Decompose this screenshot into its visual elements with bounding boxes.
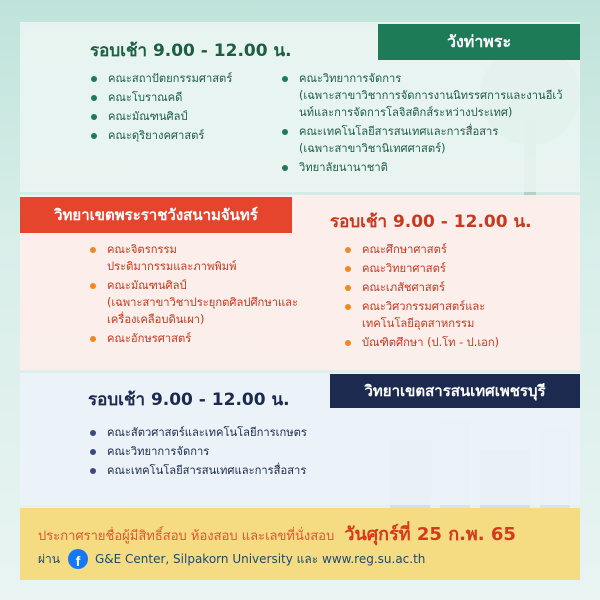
facebook-icon[interactable]: f [68,549,88,569]
announcement-date: วันศุกร์ที่ 25 ก.พ. 65 [344,524,516,545]
faculty-list [90,241,320,349]
campus-tag-wang-tha-phra: วังท่าพระ [378,24,580,60]
list-item: คณะศึกษาศาสตร์ [345,241,575,258]
announcement-label: ประกาศรายชื่อผู้มีสิทธิ์สอบ ห้องสอบ และเลขที่นั่งสอบ [38,529,335,544]
faculty-list [345,241,575,353]
faculty-list [90,424,390,481]
campus-tag-phetchaburi: วิทยาเขตสารสนเทศเพชรบุรี [330,374,580,408]
round-time-title: รอบเช้า 9.00 - 12.00 น. [88,390,290,410]
list-item: คณะมัณฑนศิลป์ [91,108,281,125]
list-item: บัณฑิตศึกษา (ป.โท - ป.เอก) [345,334,575,351]
list-item: คณะวิศวกรรมศาสตร์และ เทคโนโลยีอุตสาหกรรม [345,298,575,332]
list-item: วิทยาลัยนานาชาติ [282,159,577,176]
list-item: คณะสถาปัตยกรรมศาสตร์ [91,70,281,87]
list-item: คณะเภสัชศาสตร์ [345,279,575,296]
source-line [38,549,425,569]
list-item: คณะโบราณคดี [91,89,281,106]
list-item: คณะจิตรกรรม ประติมากรรมและภาพพิมพ์ [90,241,320,275]
list-item: คณะวิทยาศาสตร์ [345,260,575,277]
round-time-title: รอบเช้า 9.00 - 12.00 น. [90,41,292,61]
list-item: คณะเทคโนโลยีสารสนเทศและการสื่อสาร (เฉพาะสาขาวิชานิเทศศาสตร์) [282,123,577,157]
list-item: คณะวิทยาการจัดการ (เฉพาะสาขาวิชาการจัดการงานนิทรรศการและงานอีเว้นท์และการจัดการโลจิสติกส์ระหว่างประเทศ) [282,70,577,121]
via-label: ผ่าน [38,551,60,566]
list-item: คณะวิทยาการจัดการ [90,443,390,460]
via-sources[interactable]: G&E Center, Silpakorn University และ www.reg.su.ac.th [94,551,426,566]
faculty-list [91,70,281,146]
list-item: คณะมัณฑนศิลป์ (เฉพาะสาขาวิชาประยุกตศิลปศึกษาและเครื่องเคลือบดินเผา) [90,277,320,328]
list-item: คณะเทคโนโลยีสารสนเทศและการสื่อสาร [90,462,390,479]
round-time-title: รอบเช้า 9.00 - 12.00 น. [330,212,532,232]
campus-tag-sanam-chan: วิทยาเขตพระราชวังสนามจันทร์ [20,197,292,233]
announcement-text [38,519,516,548]
list-item: คณะอักษรศาสตร์ [90,330,320,347]
list-item: คณะดุริยางคศาสตร์ [91,127,281,144]
list-item: คณะสัตวศาสตร์และเทคโนโลยีการเกษตร [90,424,390,441]
faculty-list [282,70,577,178]
